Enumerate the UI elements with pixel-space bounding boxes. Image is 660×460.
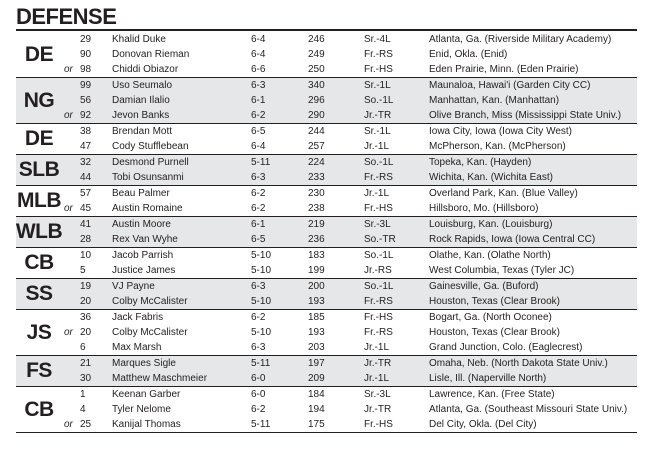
player-height: 6-2 — [251, 404, 266, 415]
player-height: 5-11 — [251, 419, 271, 430]
player-name: Jack Fabris — [112, 312, 164, 323]
player-name: Cody Stufflebean — [112, 141, 189, 152]
player-hometown: Olive Branch, Miss (Mississippi State Univ.) — [429, 110, 622, 121]
player-row — [16, 78, 637, 93]
player-weight: 203 — [308, 342, 325, 353]
player-height: 6-6 — [251, 64, 266, 75]
player-hometown: Atlanta, Ga. (Riverside Military Academy) — [429, 34, 612, 45]
jersey-number: 90 — [80, 49, 92, 60]
player-name: Chiddi Obiazor — [112, 64, 179, 75]
player-hometown: West Columbia, Texas (Tyler JC) — [429, 265, 575, 276]
position-group-cb — [16, 248, 637, 279]
player-class: Jr.-TR — [364, 358, 392, 369]
player-name: Colby McCalister — [112, 327, 188, 338]
player-class: Sr.-3L — [364, 219, 391, 230]
player-row — [16, 356, 637, 371]
player-class: Fr.-HS — [364, 64, 393, 75]
player-row — [16, 371, 637, 386]
player-name: Brendan Mott — [112, 126, 173, 137]
jersey-number: 57 — [80, 188, 92, 199]
player-class: Jr.-1L — [364, 141, 390, 152]
position-group-de — [16, 124, 637, 155]
position-label: DE — [24, 42, 54, 66]
player-class: Fr.-HS — [364, 203, 393, 214]
player-name: VJ Payne — [112, 281, 155, 292]
position-group-ss — [16, 279, 637, 310]
player-hometown: Atlanta, Ga. (Southeast Missouri State Univ.) — [429, 404, 628, 415]
player-height: 5-10 — [251, 327, 272, 338]
position-group-fs — [16, 356, 637, 387]
player-weight: 193 — [308, 327, 325, 338]
player-class: Fr.-RS — [364, 296, 393, 307]
player-hometown: Lisle, Ill. (Naperville North) — [429, 373, 547, 384]
player-name: Beau Palmer — [112, 188, 170, 199]
jersey-number: 19 — [80, 281, 92, 292]
player-hometown: Wichita, Kan. (Wichita East) — [429, 172, 553, 183]
jersey-number: 30 — [80, 373, 92, 384]
player-name: Khalid Duke — [112, 34, 166, 45]
jersey-number: 20 — [80, 296, 92, 307]
position-label: NG — [23, 88, 55, 112]
jersey-number: 10 — [80, 250, 92, 261]
player-class: So.-TR — [364, 234, 396, 245]
position-label: CB — [24, 251, 54, 274]
player-height: 5-11 — [251, 157, 271, 168]
player-weight: 290 — [308, 110, 325, 121]
player-height: 6-3 — [251, 172, 266, 183]
player-row — [16, 108, 637, 123]
player-class: Sr.-1L — [364, 80, 391, 91]
player-hometown: McPherson, Kan. (McPherson) — [429, 141, 566, 152]
position-label: SLB — [18, 158, 60, 181]
player-row — [16, 232, 637, 247]
player-height: 6-3 — [251, 342, 266, 353]
player-row — [16, 201, 637, 216]
player-class: Jr.-1L — [364, 373, 390, 384]
player-name: Jacob Parrish — [112, 250, 174, 261]
player-class: Jr.-1L — [364, 188, 390, 199]
player-height: 6-2 — [251, 188, 266, 199]
player-row — [16, 417, 637, 432]
alternate-marker: or — [64, 419, 73, 430]
player-row — [16, 186, 637, 201]
player-class: Jr.-TR — [364, 110, 392, 121]
player-row — [16, 294, 637, 309]
player-height: 5-10 — [251, 250, 272, 261]
player-weight: 296 — [308, 95, 325, 106]
player-hometown: Lawrence, Kan. (Free State) — [429, 389, 555, 400]
player-class: Fr.-RS — [364, 172, 393, 183]
player-class: Sr.-3L — [364, 389, 391, 400]
player-class: So.-1L — [364, 95, 394, 106]
player-name: Marques Sigle — [112, 358, 176, 369]
player-hometown: Gainesville, Ga. (Buford) — [429, 281, 539, 292]
player-weight: 184 — [308, 389, 325, 400]
player-weight: 197 — [308, 358, 325, 369]
player-hometown: Hillsboro, Mo. (Hillsboro) — [429, 203, 539, 214]
player-class: So.-1L — [364, 250, 394, 261]
player-height: 6-4 — [251, 141, 266, 152]
player-name: Uso Seumalo — [112, 80, 173, 91]
player-weight: 209 — [308, 373, 325, 384]
player-name: Damian Ilalio — [112, 95, 170, 106]
player-height: 5-10 — [251, 265, 272, 276]
position-group-ng — [16, 78, 637, 124]
player-row — [16, 340, 637, 355]
player-weight: 236 — [308, 234, 325, 245]
player-class: Sr.-4L — [364, 34, 391, 45]
player-hometown: Maunaloa, Hawai'i (Garden City CC) — [429, 80, 591, 91]
player-name: Desmond Purnell — [112, 157, 189, 168]
jersey-number: 25 — [80, 419, 92, 430]
player-row — [16, 248, 637, 263]
player-weight: 249 — [308, 49, 325, 60]
player-height: 6-5 — [251, 234, 266, 245]
player-height: 6-1 — [251, 95, 266, 106]
jersey-number: 32 — [80, 157, 92, 168]
player-hometown: Houston, Texas (Clear Brook) — [429, 327, 560, 338]
jersey-number: 21 — [80, 358, 92, 369]
player-height: 6-3 — [251, 80, 266, 91]
player-name: Tyler Nelome — [112, 404, 171, 415]
player-name: Jevon Banks — [112, 110, 170, 121]
player-weight: 233 — [308, 172, 325, 183]
player-class: Jr.-RS — [364, 265, 392, 276]
player-row — [16, 124, 637, 139]
player-name: Rex Van Wyhe — [112, 234, 178, 245]
player-hometown: Eden Prairie, Minn. (Eden Prairie) — [429, 64, 579, 75]
player-hometown: Manhattan, Kan. (Manhattan) — [429, 95, 560, 106]
position-group-mlb — [16, 186, 637, 217]
page-title: DEFENSE — [16, 4, 117, 29]
jersey-number: 20 — [80, 327, 92, 338]
player-row — [16, 310, 637, 325]
position-label: DE — [24, 127, 54, 150]
position-label: JS — [26, 320, 52, 344]
position-label: FS — [26, 359, 52, 382]
position-label: MLB — [17, 189, 61, 212]
player-hometown: Overland Park, Kan. (Blue Valley) — [429, 188, 578, 199]
position-label: WLB — [15, 220, 63, 243]
player-class: Jr.-TR — [364, 404, 392, 415]
player-name: Justice James — [112, 265, 176, 276]
player-height: 6-4 — [251, 49, 266, 60]
jersey-number: 36 — [80, 312, 92, 323]
jersey-number: 44 — [80, 172, 92, 183]
player-height: 5-11 — [251, 358, 271, 369]
player-class: Jr.-1L — [364, 342, 390, 353]
jersey-number: 47 — [80, 141, 92, 152]
player-row — [16, 139, 637, 154]
jersey-number: 38 — [80, 126, 92, 137]
player-hometown: Omaha, Neb. (North Dakota State Univ.) — [429, 358, 608, 369]
player-class: Fr.-HS — [364, 419, 393, 430]
position-label: CB — [24, 397, 54, 421]
player-height: 5-10 — [251, 296, 272, 307]
player-weight: 246 — [308, 34, 325, 45]
player-name: Austin Romaine — [112, 203, 183, 214]
jersey-number: 41 — [80, 219, 92, 230]
player-row — [16, 93, 637, 108]
position-group-wlb — [16, 217, 637, 248]
player-weight: 175 — [308, 419, 325, 430]
player-hometown: Enid, Okla. (Enid) — [429, 49, 508, 60]
player-hometown: Houston, Texas (Clear Brook) — [429, 296, 560, 307]
player-class: Fr.-HS — [364, 312, 393, 323]
player-row — [16, 170, 637, 185]
player-class: So.-1L — [364, 281, 394, 292]
player-name: Matthew Maschmeier — [112, 373, 208, 384]
jersey-number: 99 — [80, 80, 92, 91]
player-row — [16, 263, 637, 278]
jersey-number: 98 — [80, 64, 92, 75]
player-class: Fr.-RS — [364, 327, 393, 338]
player-weight: 194 — [308, 404, 325, 415]
position-group-de — [16, 32, 637, 78]
jersey-number: 4 — [80, 404, 86, 415]
player-row — [16, 155, 637, 170]
jersey-number: 56 — [80, 95, 92, 106]
player-hometown: Olathe, Kan. (Olathe North) — [429, 250, 551, 261]
player-hometown: Topeka, Kan. (Hayden) — [429, 157, 532, 168]
position-group-js — [16, 310, 637, 356]
player-weight: 199 — [308, 265, 325, 276]
player-height: 6-2 — [251, 203, 266, 214]
player-weight: 193 — [308, 296, 325, 307]
jersey-number: 92 — [80, 110, 92, 121]
player-class: Fr.-RS — [364, 49, 393, 60]
player-height: 6-4 — [251, 34, 266, 45]
player-row — [16, 217, 637, 232]
player-weight: 183 — [308, 250, 325, 261]
player-row — [16, 325, 637, 340]
player-weight: 219 — [308, 219, 325, 230]
player-name: Austin Moore — [112, 219, 171, 230]
jersey-number: 1 — [80, 389, 86, 400]
player-weight: 257 — [308, 141, 325, 152]
jersey-number: 29 — [80, 34, 92, 45]
player-height: 6-0 — [251, 373, 266, 384]
player-name: Keenan Garber — [112, 389, 181, 400]
player-height: 6-3 — [251, 281, 266, 292]
player-class: So.-1L — [364, 157, 394, 168]
alternate-marker: or — [64, 203, 73, 214]
player-row — [16, 387, 637, 402]
jersey-number: 45 — [80, 203, 92, 214]
depth-chart-table — [16, 32, 637, 433]
player-name: Max Marsh — [112, 342, 162, 353]
player-name: Tobi Osunsanmi — [112, 172, 184, 183]
jersey-number: 28 — [80, 234, 92, 245]
title-rule — [16, 29, 637, 31]
player-weight: 244 — [308, 126, 325, 137]
alternate-marker: or — [64, 327, 73, 338]
player-hometown: Del City, Okla. (Del City) — [429, 419, 537, 430]
position-label: SS — [25, 282, 53, 305]
player-name: Donovan Rieman — [112, 49, 190, 60]
position-group-cb — [16, 387, 637, 433]
player-height: 6-5 — [251, 126, 266, 137]
alternate-marker: or — [64, 64, 73, 75]
player-weight: 250 — [308, 64, 325, 75]
player-row — [16, 32, 637, 47]
player-name: Colby McCalister — [112, 296, 188, 307]
player-row — [16, 62, 637, 77]
player-name: Kanijal Thomas — [112, 419, 181, 430]
player-row — [16, 402, 637, 417]
player-class: Sr.-1L — [364, 126, 391, 137]
player-weight: 230 — [308, 188, 325, 199]
position-group-slb — [16, 155, 637, 186]
alternate-marker: or — [64, 110, 73, 121]
player-weight: 340 — [308, 80, 325, 91]
player-hometown: Bogart, Ga. (North Oconee) — [429, 312, 552, 323]
player-weight: 185 — [308, 312, 325, 323]
player-height: 6-2 — [251, 312, 266, 323]
jersey-number: 5 — [80, 265, 86, 276]
jersey-number: 6 — [80, 342, 86, 353]
player-height: 6-2 — [251, 110, 266, 121]
player-hometown: Rock Rapids, Iowa (Iowa Central CC) — [429, 234, 596, 245]
player-hometown: Louisburg, Kan. (Louisburg) — [429, 219, 553, 230]
player-weight: 224 — [308, 157, 325, 168]
player-weight: 238 — [308, 203, 325, 214]
player-row — [16, 47, 637, 62]
player-hometown: Iowa City, Iowa (Iowa City West) — [429, 126, 572, 137]
player-height: 6-0 — [251, 389, 266, 400]
player-hometown: Grand Junction, Colo. (Eaglecrest) — [429, 342, 583, 353]
player-row — [16, 279, 637, 294]
player-height: 6-1 — [251, 219, 266, 230]
player-weight: 200 — [308, 281, 325, 292]
